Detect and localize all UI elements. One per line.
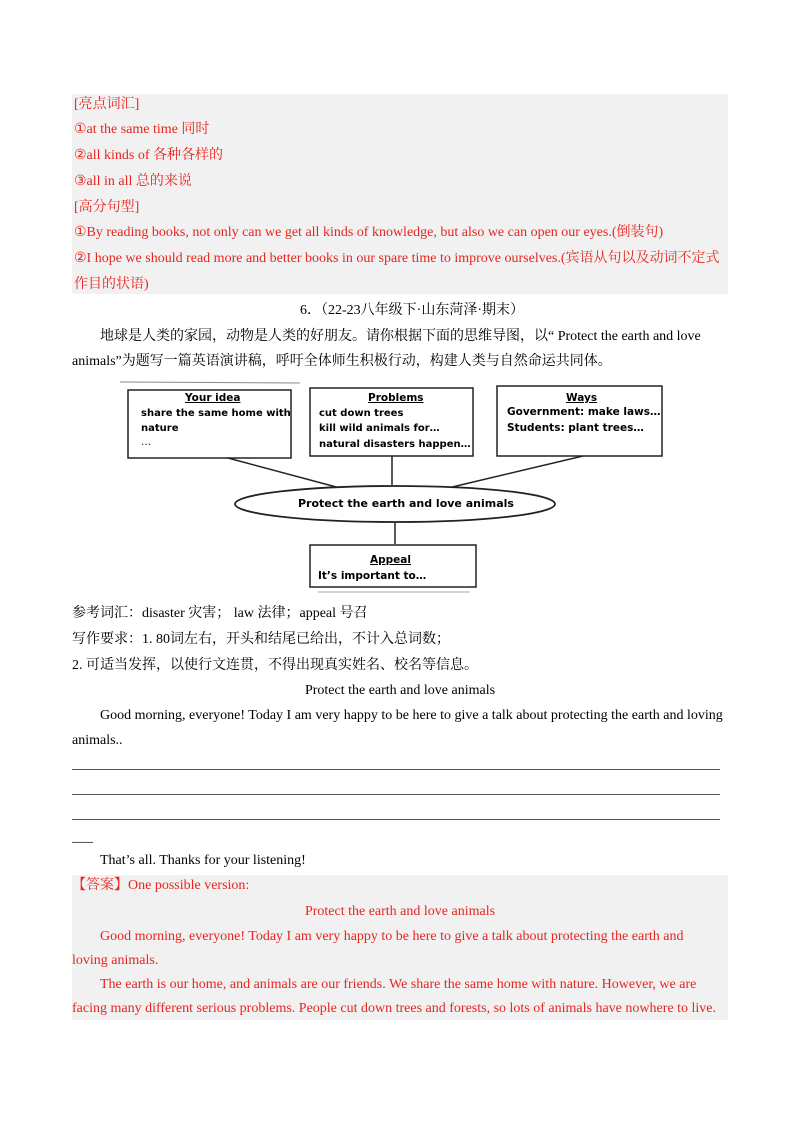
sentence-header: [高分句型] — [74, 200, 140, 215]
ways-line-1: Government: make laws… — [507, 406, 661, 418]
answer-p2-line-1: The earth is our home, and animals are our friends. We share the same home with nature. However, we are — [100, 977, 697, 992]
idea-line-3: … — [141, 437, 151, 448]
appeal-line-1: It’s important to… — [318, 570, 427, 582]
vocab-reference: 参考词汇：disaster 灾害； law 法律；appeal 号召 — [72, 606, 368, 621]
vocab-item-1: ①at the same time 同时 — [74, 122, 210, 137]
writing-line-1[interactable] — [72, 769, 720, 770]
requirement-1: 写作要求：1. 80词左右，开头和结尾已给出，不计入总词数； — [72, 632, 450, 647]
vocab-item-2: ②all kinds of 各种各样的 — [74, 148, 224, 163]
appeal-title: Appeal — [370, 554, 411, 566]
center-label: Protect the earth and love animals — [298, 497, 514, 510]
sentence-2-line-2: 作目的状语) — [74, 277, 149, 292]
sentence-1: ①By reading books, not only can we get all kinds of knowledge, but also we can open our eyes.(倒装句) — [74, 225, 664, 240]
sentence-2-line-1: ②I hope we should read more and better books in our spare time to improve ourselves.(宾语从句以及动词不定式 — [74, 251, 720, 266]
idea-line-1: share the same home with — [141, 408, 291, 419]
essay-opening-line-1: Good morning, everyone! Today I am very happy to be here to give a talk about protecting the earth and loving — [100, 708, 723, 723]
writing-line-2[interactable] — [72, 794, 720, 795]
problems-title: Problems — [368, 392, 424, 404]
writing-line-tail: ___ — [72, 830, 93, 845]
writing-line-3[interactable] — [72, 819, 720, 820]
idea-line-2: nature — [141, 423, 179, 434]
essay-title: Protect the earth and love animals — [304, 683, 496, 698]
answer-p2-line-2: facing many different serious problems. People cut down trees and forests, so lots of animals have nowhere to live. — [72, 1001, 716, 1016]
ways-title: Ways — [566, 392, 598, 404]
ways-line-2: Students: plant trees… — [507, 422, 644, 434]
vocab-header: [亮点词汇] — [74, 97, 140, 112]
question-prompt-line-1: 地球是人类的家园，动物是人类的好朋友。请你根据下面的思维导图，以“ Protect the earth and love — [100, 329, 701, 344]
problems-line-1: cut down trees — [319, 408, 404, 419]
question-prompt-line-2: animals”为题写一篇英语演讲稿，呼吁全体师生积极行动，构建人类与自然命运共同体。 — [72, 354, 612, 369]
essay-closing: That’s all. Thanks for your listening! — [100, 853, 306, 868]
answer-title: Protect the earth and love animals — [304, 904, 496, 919]
essay-opening-line-2: animals.. — [72, 733, 123, 748]
vocab-item-3: ③all in all 总的来说 — [74, 174, 192, 189]
answer-label: 【答案】One possible version: — [72, 878, 250, 893]
problems-line-3: natural disasters happen… — [319, 439, 471, 450]
idea-title: Your idea — [185, 392, 241, 404]
requirement-2: 2. 可适当发挥，以使行文连贯，不得出现真实姓名、校名等信息。 — [72, 658, 478, 673]
answer-p1-line-2: loving animals. — [72, 953, 159, 968]
problems-line-2: kill wild animals for… — [319, 423, 440, 434]
question-number: 6．（22-23八年级下·山东菏泽·期末） — [300, 303, 524, 318]
answer-p1-line-1: Good morning, everyone! Today I am very happy to be here to give a talk about protecting the earth and — [100, 929, 684, 944]
